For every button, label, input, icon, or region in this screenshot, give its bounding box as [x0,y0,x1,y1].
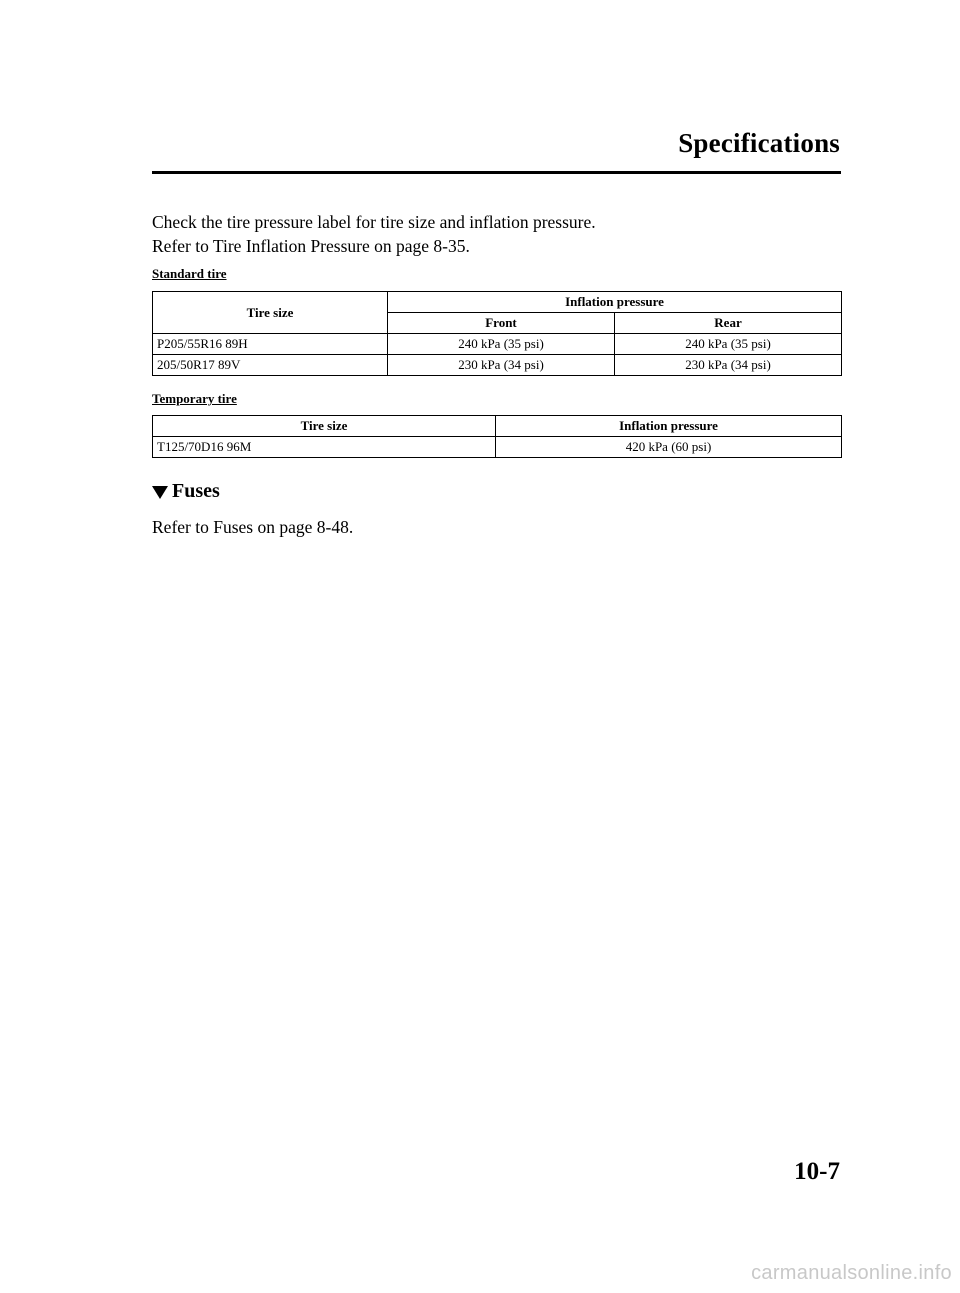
header-inflation-pressure: Inflation pressure [388,292,842,313]
table-header-row [153,416,842,437]
intro-line-2: Refer to Tire Inflation Pressure on page 8-35. [152,236,470,256]
title-rule [152,171,841,174]
standard-tire-table [152,291,842,376]
inflation-pressure-cell: 420 kPa (60 psi) [496,437,842,458]
tire-size-cell: P205/55R16 89H [153,334,388,355]
table-row [153,334,842,355]
header-rear: Rear [615,313,842,334]
tire-size-cell: T125/70D16 96M [153,437,496,458]
rear-pressure-cell: 240 kPa (35 psi) [615,334,842,355]
fuses-reference-text: Refer to Fuses on page 8-48. [152,517,354,537]
page-title: Specifications [678,128,840,158]
front-pressure-cell: 240 kPa (35 psi) [388,334,615,355]
table-header-row [153,292,842,313]
standard-tire-label: Standard tire [152,266,227,281]
header-tire-size: Tire size [153,292,388,334]
intro-text [152,210,596,258]
temporary-tire-label: Temporary tire [152,391,237,406]
watermark: carmanualsonline.info [751,1262,952,1284]
fuses-heading [152,480,220,503]
front-pressure-cell: 230 kPa (34 psi) [388,355,615,376]
rear-pressure-cell: 230 kPa (34 psi) [615,355,842,376]
temporary-tire-table [152,415,842,458]
intro-line-1: Check the tire pressure label for tire size and inflation pressure. [152,212,596,232]
tire-size-cell: 205/50R17 89V [153,355,388,376]
table-row [153,355,842,376]
header-inflation-pressure: Inflation pressure [496,416,842,437]
fuses-heading-text: Fuses [172,480,220,502]
triangle-down-icon [152,486,168,499]
page-number: 10-7 [794,1158,840,1185]
table-row [153,437,842,458]
header-tire-size: Tire size [153,416,496,437]
header-front: Front [388,313,615,334]
